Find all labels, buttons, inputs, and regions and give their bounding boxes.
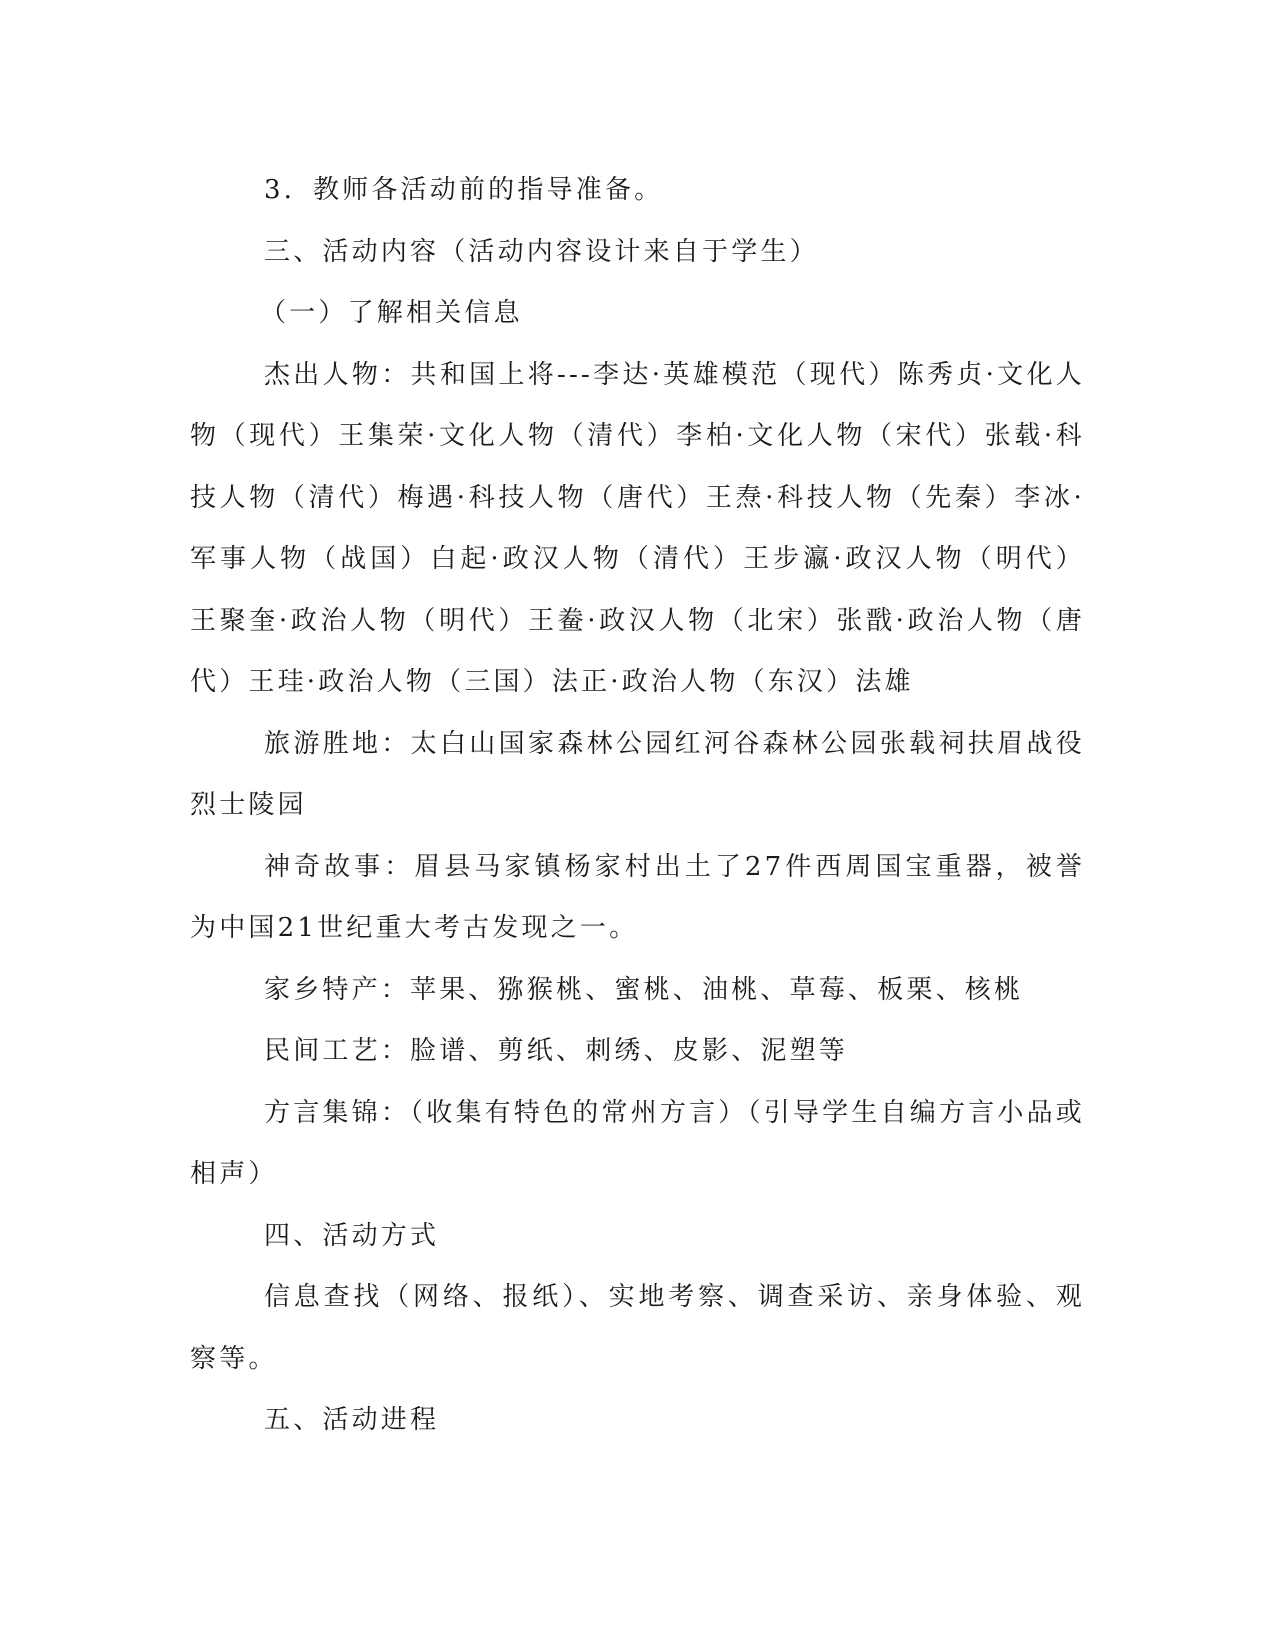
paragraph-tourist-sites: 旅游胜地：太白山国家森林公园红河谷森林公园张载祠扶眉战役烈士陵园 <box>190 728 1085 820</box>
paragraph-notable-figures: 杰出人物：共和国上将---李达·英雄模范（现代）陈秀贞·文化人物（现代）王集荣·文化人物（清代）李柏·文化人物（宋代）张载·科技人物（清代）梅遇·科技人物（唐代）王焘·科技人物（先秦）李冰·军事人物（战国）白起·政汉人物（清代）王步瀛·政汉人物（明代）王聚奎·政治人物（明代）王鲞·政汉人物（北宋）张戬·政治人物（唐代）王珪·政治人物（三国）法正·政治人物（东汉）法雄 <box>190 359 1085 697</box>
section-heading-activity-methods: 四、活动方式 <box>264 1220 440 1251</box>
paragraph-methods-list: 信息查找（网络、报纸）、实地考察、调查采访、亲身体验、观察等。 <box>190 1282 1085 1374</box>
paragraph-folk-crafts: 民间工艺：脸谱、剪纸、刺绣、皮影、泥塑等 <box>264 1036 849 1066</box>
section-heading-activity-process: 五、活动进程 <box>264 1405 440 1435</box>
subsection-heading-learn-info: （一）了解相关信息 <box>260 298 523 328</box>
document-body <box>190 160 1085 1452</box>
section-heading-activity-content: 三、活动内容（活动内容设计来自于学生） <box>264 236 819 267</box>
paragraph-dialect-collection: 方言集锦：（收集有特色的常州方言）（引导学生自编方言小品或相声） <box>190 1097 1085 1189</box>
paragraph-legendary-stories: 神奇故事：眉县马家镇杨家村出土了27件西周国宝重器，被誉为中国21世纪重大考古发现之一。 <box>190 851 1085 943</box>
paragraph-teacher-guidance: 3．教师各活动前的指导准备。 <box>264 175 664 205</box>
paragraph-local-specialties: 家乡特产：苹果、猕猴桃、蜜桃、油桃、草莓、板栗、核桃 <box>264 974 1024 1005</box>
